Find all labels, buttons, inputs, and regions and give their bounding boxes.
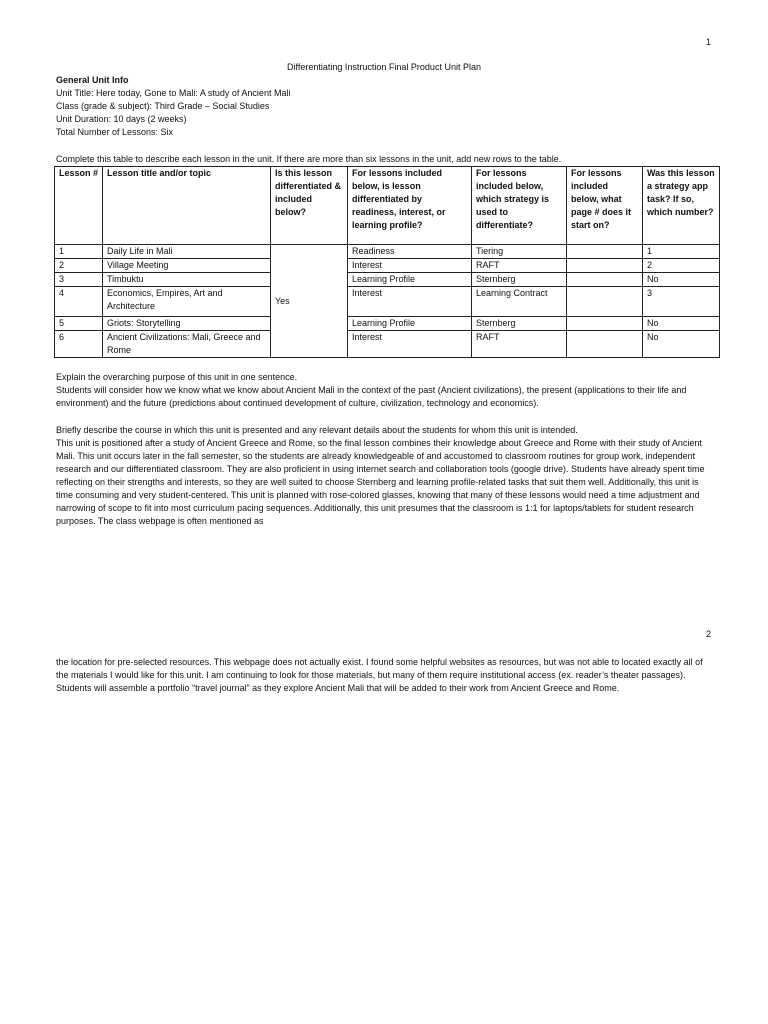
differentiated-by: Learning Profile bbox=[348, 273, 472, 287]
header-differentiated: Is this lesson differentiated & included below? bbox=[271, 167, 348, 245]
course-prompt: Briefly describe the course in which this unit is presented and any relevant details about the students for whom this unit is intended. bbox=[56, 425, 578, 435]
page-number: 1 bbox=[706, 37, 712, 47]
lesson-number: 6 bbox=[55, 331, 103, 358]
lesson-number: 4 bbox=[55, 287, 103, 317]
differentiated-value: Yes bbox=[271, 245, 348, 358]
lesson-title: Ancient Civilizations: Mali, Greece and Rome bbox=[103, 331, 271, 358]
start-page bbox=[567, 331, 643, 358]
header-lesson-number: Lesson # bbox=[55, 167, 103, 245]
general-unit-info bbox=[56, 74, 706, 139]
strategy: RAFT bbox=[472, 331, 567, 358]
strategy-app: No bbox=[643, 273, 720, 287]
table-row bbox=[55, 317, 720, 331]
lesson-title: Griots: Storytelling bbox=[103, 317, 271, 331]
table-row bbox=[55, 259, 720, 273]
strategy-app: No bbox=[643, 331, 720, 358]
lesson-number: 1 bbox=[55, 245, 103, 259]
header-differentiated-by: For lessons included below, is lesson differentiated by readiness, interest, or learning profile? bbox=[348, 167, 472, 245]
header-lesson-title: Lesson title and/or topic bbox=[103, 167, 271, 245]
header-strategy: For lessons included below, which strategy is used to differentiate? bbox=[472, 167, 567, 245]
strategy: RAFT bbox=[472, 259, 567, 273]
lesson-number: 2 bbox=[55, 259, 103, 273]
header-start-page: For lessons included below, what page # does it start on? bbox=[567, 167, 643, 245]
course-section bbox=[56, 424, 706, 528]
lessons-table bbox=[54, 166, 720, 358]
purpose-prompt: Explain the overarching purpose of this unit in one sentence. bbox=[56, 372, 298, 382]
general-unit-info-heading: General Unit Info bbox=[56, 75, 129, 85]
table-row bbox=[55, 331, 720, 358]
document-title: Differentiating Instruction Final Product Unit Plan bbox=[287, 62, 481, 72]
table-instruction: Complete this table to describe each lesson in the unit. If there are more than six lessons in the unit, add new rows to the table. bbox=[56, 154, 562, 164]
header-strategy-app: Was this lesson a strategy app task? If so, which number? bbox=[643, 167, 720, 245]
strategy-app: 2 bbox=[643, 259, 720, 273]
strategy: Sternberg bbox=[472, 317, 567, 331]
strategy: Learning Contract bbox=[472, 287, 567, 317]
start-page bbox=[567, 259, 643, 273]
table-header-row bbox=[55, 167, 720, 245]
differentiated-by: Interest bbox=[348, 331, 472, 358]
strategy: Sternberg bbox=[472, 273, 567, 287]
lesson-title: Daily Life in Mali bbox=[103, 245, 271, 259]
continuation-paragraph: the location for pre-selected resources. This webpage does not actually exist. I found some helpful websites as resources, but was not able to located exactly all of the materials I would like for this unit. I am continuing to look for those materials, but many of them require institutional access (ex. reader’s theater passages). Students will assemble a portfolio “travel journal” as they explore Ancient Mali that will be added to their work from Ancient Greece and Rome. bbox=[56, 657, 703, 693]
strategy-app: 3 bbox=[643, 287, 720, 317]
start-page bbox=[567, 287, 643, 317]
lesson-number: 5 bbox=[55, 317, 103, 331]
strategy-app: 1 bbox=[643, 245, 720, 259]
lesson-title: Economics, Empires, Art and Architecture bbox=[103, 287, 271, 317]
differentiated-by: Interest bbox=[348, 259, 472, 273]
unit-title-line: Unit Title: Here today, Gone to Mali: A study of Ancient Mali bbox=[56, 88, 291, 98]
strategy-app: No bbox=[643, 317, 720, 331]
lesson-number: 3 bbox=[55, 273, 103, 287]
purpose-section bbox=[56, 371, 706, 410]
lesson-title: Timbuktu bbox=[103, 273, 271, 287]
unit-duration-line: Unit Duration: 10 days (2 weeks) bbox=[56, 114, 187, 124]
page-number: 2 bbox=[706, 629, 712, 639]
differentiated-by: Learning Profile bbox=[348, 317, 472, 331]
table-row bbox=[55, 245, 720, 259]
start-page bbox=[567, 317, 643, 331]
class-line: Class (grade & subject): Third Grade – Social Studies bbox=[56, 101, 270, 111]
differentiated-by: Readiness bbox=[348, 245, 472, 259]
differentiated-by: Interest bbox=[348, 287, 472, 317]
lesson-count-line: Total Number of Lessons: Six bbox=[56, 127, 174, 137]
strategy: Tiering bbox=[472, 245, 567, 259]
start-page bbox=[567, 273, 643, 287]
course-answer: This unit is positioned after a study of Ancient Greece and Rome, so the final lesson combines their knowledge about Greece and Rome with their study of Ancient Mali. This unit occurs later in the fall semester, so the students are already knowledgeable of and accustomed to classroom routines for group work, independent research and our differentiated classroom. They are also proficient in using internet search and collaboration tools (google drive). Students have already spent time reflecting on their strengths and interests, so they are well suited to choose Sternberg and learning profile-related tasks that suit them well. Additionally, this unit is time consuming and very student-centered. This unit is planned with rose-colored glasses, knowing that many of these lessons would need a time adjustment and narrowing of scope to fit into most curriculum pacing sequences. Additionally, this unit presumes that the classroom is 1:1 for laptops/tablets for student research purposes. The class webpage is often mentioned as bbox=[56, 438, 705, 526]
lesson-title: Village Meeting bbox=[103, 259, 271, 273]
table-row bbox=[55, 287, 720, 317]
purpose-answer: Students will consider how we know what we know about Ancient Mali in the context of the past (Ancient civilizations), the present (applications to their life and environment) and the future (predictions about continued development of culture, civilization, technology and economics). bbox=[56, 385, 687, 408]
table-row bbox=[55, 273, 720, 287]
start-page bbox=[567, 245, 643, 259]
